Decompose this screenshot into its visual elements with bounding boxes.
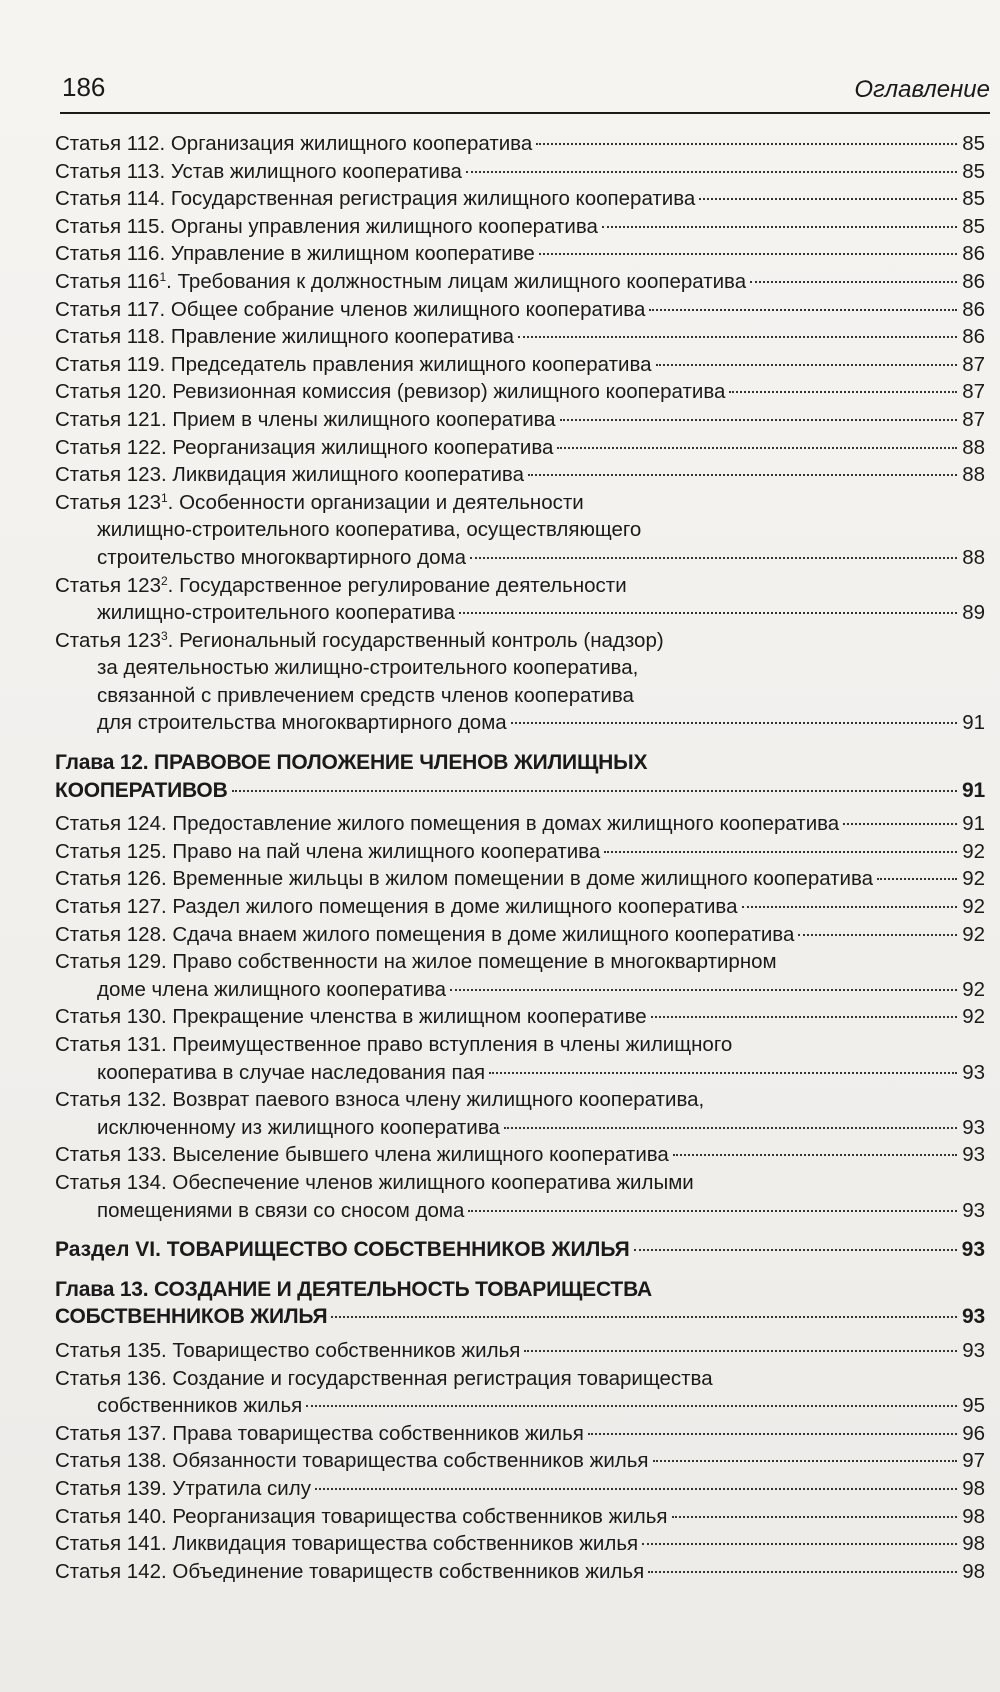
toc-entry-text: исключенному из жилищного кооператива <box>97 1115 500 1139</box>
toc-article-entry <box>55 130 985 158</box>
toc-article-entry <box>55 948 985 1003</box>
toc-article-entry <box>55 810 985 838</box>
dot-leader <box>656 364 957 366</box>
dot-leader <box>459 612 957 614</box>
toc-entry-text: Статья 114. Государственная регистрация жилищного кооператива <box>55 187 696 211</box>
toc-article-entry <box>55 1086 985 1141</box>
toc-article-entry <box>55 1141 985 1169</box>
toc-entry-text: Статья 137. Права товарищества собственников жилья <box>55 1421 584 1445</box>
toc-page-number: 86 <box>962 242 985 266</box>
toc-article-entry <box>55 378 985 406</box>
toc-superscript: 1 <box>160 490 168 505</box>
dot-leader <box>560 419 957 421</box>
toc-entry-text: СОБСТВЕННИКОВ ЖИЛЬЯ <box>55 1305 328 1329</box>
page-number: 186 <box>62 72 106 102</box>
toc-superscript: 3 <box>160 628 168 643</box>
toc-article-number: Статья 123 <box>55 573 161 597</box>
toc-page-number: 92 <box>962 977 985 1001</box>
dot-leader <box>524 1350 957 1352</box>
toc-entry-text: Глава 13. СОЗДАНИЕ И ДЕЯТЕЛЬНОСТЬ ТОВАРИЩЕСТВА <box>55 1277 652 1301</box>
dot-leader <box>602 226 957 228</box>
toc-entry-text: помещениями в связи со сносом дома <box>97 1198 465 1222</box>
toc-page-number: 93 <box>962 1115 985 1139</box>
toc-article-entry <box>55 213 985 241</box>
toc-entry-text: Статья 122. Реорганизация жилищного кооператива <box>55 435 554 459</box>
toc-page-number: 87 <box>962 380 985 404</box>
dot-leader <box>470 557 957 559</box>
dot-leader <box>649 309 957 311</box>
toc-entry-text: Статья 118. Правление жилищного кооператива <box>55 325 515 349</box>
toc-page-number: 93 <box>962 1305 985 1329</box>
toc-page-number: 86 <box>962 297 985 321</box>
toc-article-entry <box>55 158 985 186</box>
toc-entry-text: кооператива в случае наследования пая <box>97 1060 486 1084</box>
toc-article-entry <box>55 865 985 893</box>
dot-leader <box>798 934 957 936</box>
dot-leader <box>634 1249 957 1251</box>
toc-article-entry <box>55 185 985 213</box>
toc-article-entry <box>55 240 985 268</box>
toc-entry-text: Статья 136. Создание и государственная регистрация товарищества <box>55 1366 713 1390</box>
toc-article-number: Статья 116 <box>55 269 160 293</box>
toc-page-number: 92 <box>962 1005 985 1029</box>
toc-page-number: 93 <box>962 1198 985 1222</box>
toc-entry-text: Статья 141. Ликвидация товарищества собственников жилья <box>55 1532 639 1556</box>
toc-page-number: 92 <box>962 839 985 863</box>
dot-leader <box>466 171 957 173</box>
toc-entry-text: за деятельностью жилищно-строительного кооператива, <box>97 656 639 680</box>
toc-entry-text: для строительства многоквартирного дома <box>97 711 507 735</box>
dot-leader <box>742 906 958 908</box>
toc-page-number: 97 <box>962 1449 985 1473</box>
toc-entry-text: жилищно-строительного кооператива <box>97 601 456 625</box>
dot-leader <box>232 790 957 792</box>
toc-article-entry <box>55 1365 985 1420</box>
dot-leader <box>651 1016 957 1018</box>
toc-article-entry <box>55 323 985 351</box>
toc-entry-text: Статья 130. Прекращение членства в жилищном кооперативе <box>55 1005 647 1029</box>
dot-leader <box>750 281 957 283</box>
dot-leader <box>642 1543 957 1545</box>
toc-article-entry <box>55 351 985 379</box>
toc-article-entry <box>55 1503 985 1531</box>
toc-entry-text: связанной с привлечением средств членов кооператива <box>97 683 634 707</box>
toc-article-entry <box>55 1169 985 1224</box>
toc-entry-text: Статья 126. Временные жильцы в жилом помещении в доме жилищного кооператива <box>55 867 874 891</box>
toc-article-entry <box>55 1031 985 1086</box>
toc-page-number: 88 <box>962 545 985 569</box>
toc-page-number: 98 <box>962 1504 985 1528</box>
toc-entry-text: Статья 128. Сдача внаем жилого помещения в доме жилищного кооператива <box>55 922 795 946</box>
toc-entry-text: Статья 132. Возврат паевого взноса члену жилищного кооператива, <box>55 1088 705 1112</box>
dot-leader <box>557 447 957 449</box>
toc-entry-text: Статья 133. Выселение бывшего члена жилищного кооператива <box>55 1143 669 1167</box>
dot-leader <box>528 474 957 476</box>
toc-page-number: 86 <box>962 269 985 293</box>
toc-article-entry <box>55 434 985 462</box>
toc-page-number: 93 <box>962 1143 985 1167</box>
toc-page-number: 87 <box>962 352 985 376</box>
toc-page-number: 92 <box>962 922 985 946</box>
toc-page-number: 89 <box>962 601 985 625</box>
toc-entry-text: Статья 127. Раздел жилого помещения в доме жилищного кооператива <box>55 895 738 919</box>
toc-article-entry <box>55 572 985 627</box>
toc-superscript: 2 <box>160 573 168 588</box>
toc-page-number: 98 <box>962 1559 985 1583</box>
toc-page-number: 95 <box>962 1394 985 1418</box>
toc-entry-text: Статья $116^1$. Требования к должностным лицам жилищного кооператива <box>55 269 747 293</box>
dot-leader <box>331 1316 957 1318</box>
dot-leader <box>468 1210 957 1212</box>
toc-entry-text: Статья 116. Управление в жилищном кооперативе <box>55 242 535 266</box>
toc-article-entry <box>55 1558 985 1586</box>
dot-leader <box>729 391 957 393</box>
toc-entry-text: Статья 112. Организация жилищного кооператива <box>55 132 533 155</box>
toc-entry-text: Статья 113. Устав жилищного кооператива <box>55 159 462 183</box>
toc-entry-text: Статья 131. Преимущественное право вступления в члены жилищного <box>55 1033 733 1056</box>
toc-article-entry <box>55 1475 985 1503</box>
table-of-contents <box>55 130 985 1585</box>
toc-article-entry <box>55 461 985 489</box>
dot-leader <box>539 253 957 255</box>
toc-entry-text: Статья $123^1$. Особенности организации и деятельности <box>55 490 584 514</box>
dot-leader <box>604 851 957 853</box>
toc-entry-text: Статья 140. Реорганизация товарищества собственников жилья <box>55 1504 668 1528</box>
toc-entry-text: Статья 125. Право на пай члена жилищного кооператива <box>55 839 601 863</box>
dot-leader <box>450 989 957 991</box>
toc-entry-text: Статья 138. Обязанности товарищества собственников жилья <box>55 1449 649 1473</box>
toc-entry-text: Статья 142. Объединение товариществ собственников жилья <box>55 1559 645 1583</box>
toc-page-number: 88 <box>962 435 985 459</box>
toc-page-number: 92 <box>962 895 985 919</box>
toc-entry-text: Статья $123^3$. Региональный государственный контроль (надзор) <box>55 628 664 652</box>
toc-superscript: 1 <box>159 269 167 284</box>
toc-page-number: 87 <box>962 407 985 431</box>
toc-entry-text: доме члена жилищного кооператива <box>97 977 447 1001</box>
toc-article-entry <box>55 1003 985 1031</box>
toc-page-number: 85 <box>962 132 985 155</box>
toc-page-number: 98 <box>962 1476 985 1500</box>
dot-leader <box>653 1460 957 1462</box>
toc-entry-text: КООПЕРАТИВОВ <box>55 778 228 802</box>
toc-page-number: 85 <box>962 187 985 211</box>
toc-page-number: 88 <box>962 463 985 487</box>
dot-leader <box>648 1571 957 1573</box>
toc-page-number: 93 <box>961 1238 985 1262</box>
toc-chapter-heading <box>55 1276 985 1331</box>
toc-entry-text: Статья 129. Право собственности на жилое помещение в многоквартирном <box>55 950 777 974</box>
toc-article-entry <box>55 296 985 324</box>
toc-entry-text: жилищно-строительного кооператива, осуществляющего <box>97 518 642 542</box>
toc-entry-text: Статья 135. Товарищество собственников жилья <box>55 1338 521 1362</box>
dot-leader <box>489 1072 957 1074</box>
dot-leader <box>315 1488 957 1490</box>
toc-section-heading <box>55 1236 985 1264</box>
toc-page-number: 92 <box>962 867 985 891</box>
toc-page-number: 93 <box>962 1338 985 1362</box>
toc-entry-text: строительство многоквартирного дома <box>97 545 466 569</box>
toc-entry-text: Статья 134. Обеспечение членов жилищного кооператива жилыми <box>55 1170 694 1194</box>
toc-page-number: 93 <box>962 1060 985 1084</box>
toc-page-number: 85 <box>962 159 985 183</box>
toc-entry-text: Раздел VI. ТОВАРИЩЕСТВО СОБСТВЕННИКОВ ЖИЛЬЯ <box>55 1238 630 1262</box>
toc-entry-text: Статья 123. Ликвидация жилищного кооператива <box>55 463 524 487</box>
dot-leader <box>306 1405 957 1407</box>
dot-leader <box>672 1516 957 1518</box>
toc-article-entry <box>55 1420 985 1448</box>
toc-article-entry <box>55 489 985 572</box>
toc-entry-text: Статья $123^2$. Государственное регулирование деятельности <box>55 573 627 597</box>
toc-page-number: 86 <box>962 325 985 349</box>
toc-entry-text: Глава 12. ПРАВОВОЕ ПОЛОЖЕНИЕ ЧЛЕНОВ ЖИЛИЩНЫХ <box>55 751 648 775</box>
toc-page-number: 91 <box>962 711 985 735</box>
toc-article-entry <box>55 1530 985 1558</box>
dot-leader <box>877 878 957 880</box>
toc-entry-text: Статья 121. Прием в члены жилищного кооператива <box>55 407 556 431</box>
toc-article-number: Статья 123 <box>55 490 161 514</box>
toc-entry-text: собственников жилья <box>97 1394 303 1418</box>
toc-entry-text: Статья 119. Председатель правления жилищного кооператива <box>55 352 652 376</box>
toc-page-number: 91 <box>962 812 985 836</box>
toc-page-number: 91 <box>962 778 985 802</box>
dot-leader <box>673 1154 957 1156</box>
toc-page-number: 85 <box>962 214 985 238</box>
toc-entry-text: Статья 139. Утратила силу <box>55 1476 311 1500</box>
running-title: Оглавление <box>854 76 990 103</box>
toc-page-number: 98 <box>962 1532 985 1556</box>
toc-article-entry <box>55 627 985 737</box>
toc-article-entry <box>55 921 985 949</box>
toc-article-entry <box>55 893 985 921</box>
dot-leader <box>536 143 957 145</box>
toc-entry-text: Статья 115. Органы управления жилищного кооператива <box>55 214 598 238</box>
toc-article-entry <box>55 268 985 296</box>
dot-leader <box>518 336 957 338</box>
dot-leader <box>511 722 957 724</box>
toc-chapter-heading <box>55 749 985 804</box>
dot-leader <box>504 1127 957 1129</box>
toc-entry-text: Статья 120. Ревизионная комиссия (ревизор) жилищного кооператива <box>55 380 726 404</box>
toc-entry-text: Статья 117. Общее собрание членов жилищного кооператива <box>55 297 646 321</box>
toc-entry-text: Статья 124. Предоставление жилого помещения в домах жилищного кооператива <box>55 812 840 836</box>
toc-article-number: Статья 123 <box>55 628 161 652</box>
page-header <box>60 62 990 114</box>
dot-leader <box>588 1433 957 1435</box>
toc-article-entry <box>55 1337 985 1365</box>
dot-leader <box>843 823 957 825</box>
toc-page-number: 96 <box>962 1421 985 1445</box>
dot-leader <box>699 198 957 200</box>
toc-article-entry <box>55 1447 985 1475</box>
toc-article-entry <box>55 406 985 434</box>
toc-article-entry <box>55 838 985 866</box>
